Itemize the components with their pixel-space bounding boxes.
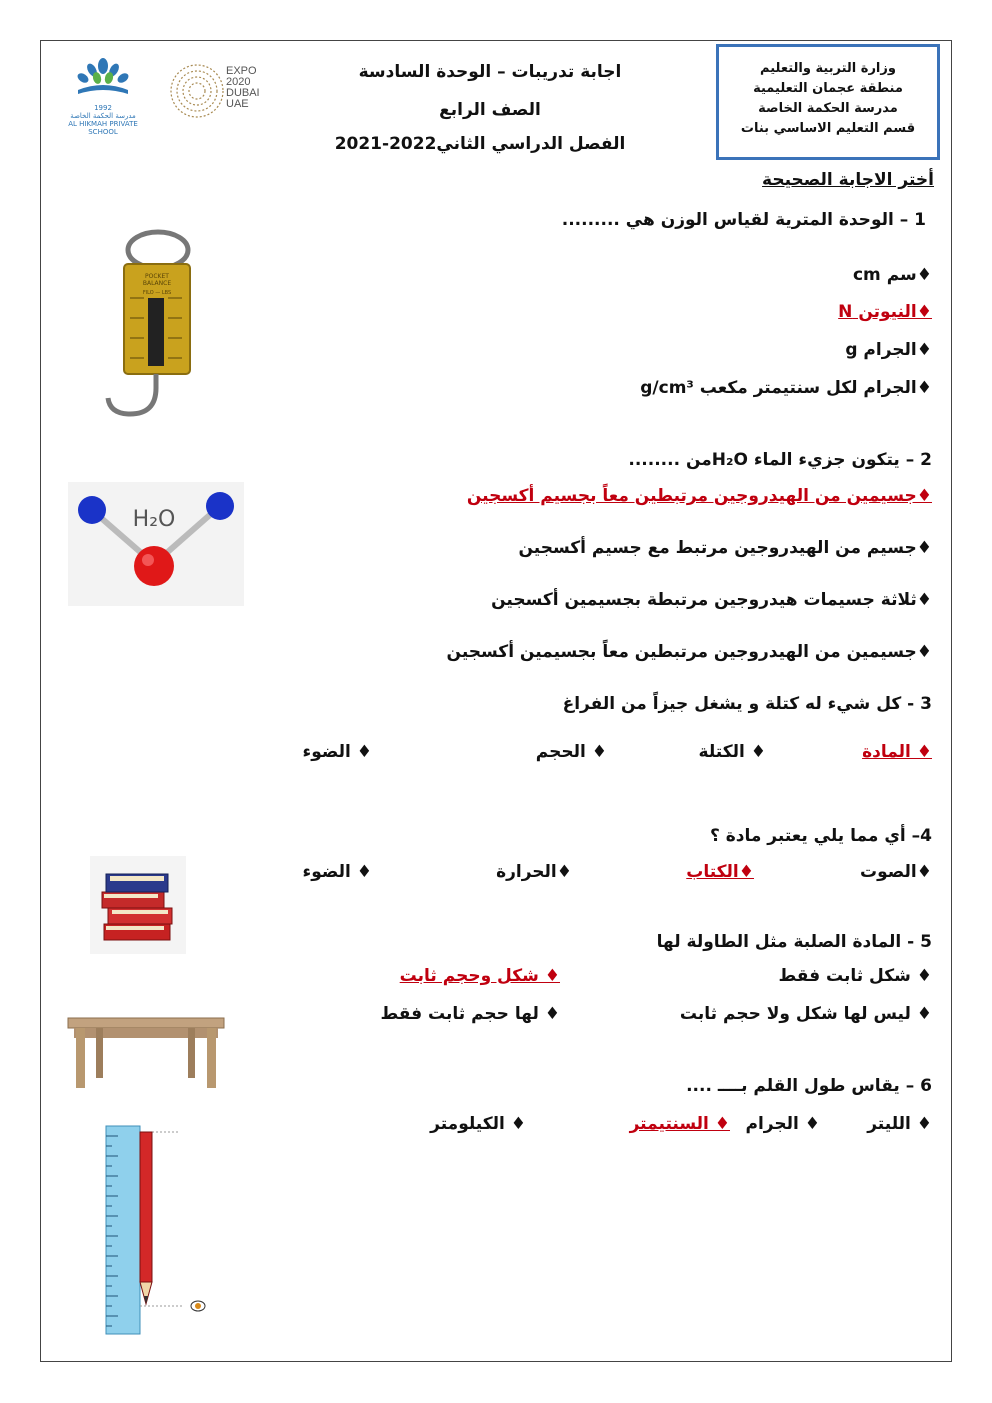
expo-2020-logo [168,62,268,122]
q6-question: 6 – يقاس طول القلم بــــ .... [686,1076,932,1096]
molecule-label: H₂O [132,507,176,532]
instruction-heading: أختر الاجابة الصحيحة [762,170,934,190]
ministry-line: منطقة عجمان التعليمية [753,81,903,96]
expo-text: EXPO [226,65,257,77]
q4-option: ♦الصوت [860,862,932,882]
q1-option: ♦الجرام لكل سنتيمتر مكعب g/cm³ [640,378,932,398]
ruler-pencil-image [104,1124,214,1338]
q4-option: ♦ الضوء [302,862,372,882]
q5-option: ♦ لها حجم ثابت فقط [380,1004,560,1024]
q1-option-correct: ♦النيوتن N [838,302,932,322]
expo-text: DUBAI [226,87,260,99]
q4-option-correct: ♦الكتاب [686,862,754,882]
grade-title: الصف الرابع [439,100,541,120]
q6-option: ♦ الكيلومتر [430,1114,526,1134]
q2-option: ♦جسيم من الهيدروجين مرتبط مع جسيم أكسجين [518,538,932,558]
q2-option-correct: ♦جسيمين من الهيدروجين مرتبطين معاً بجسيم أكسجين [466,486,932,506]
ministry-line: قسم التعليم الاساسي بنات [740,121,916,136]
school-logo [64,56,142,136]
scale-label: POCKET [145,273,169,280]
scale-label: FILO — LBS [142,290,172,296]
q3-option: ♦ الضوء [302,742,372,762]
q3-question: 3 - كل شيء له كتلة و يشغل جيزاً من الفراغ [562,694,932,714]
q5-question: 5 - المادة الصلبة مثل الطاولة لها [656,932,932,952]
school-logo-arabic: مدرسة الحكمة الخاصة [70,112,136,120]
scale-label: BALANCE [142,280,172,287]
ministry-line: مدرسة الحكمة الخاصة [758,101,898,116]
ministry-line: وزارة التربية والتعليم [760,61,896,76]
expo-emblem-icon [168,62,226,120]
q6-option-correct: ♦ السنتيمتر [629,1114,730,1134]
q6-option: ♦ الليتر [867,1114,932,1134]
spring-scale-image [100,228,200,424]
page-title: اجابة تدريبات – الوحدة السادسة [358,62,622,82]
school-emblem-icon [64,56,142,100]
q3-option-correct: ♦ المادة [862,742,932,762]
q3-option: ♦ الحجم [535,742,607,762]
q5-option-correct: ♦ شكل وحجم ثابت [399,966,560,986]
school-logo-year: 1992 [94,104,112,112]
q1-question: 1 – الوحدة المترية لقياس الوزن هي ......... [561,210,926,230]
q1-option: ♦سم cm [852,265,932,285]
q1-option: ♦الجرام g [845,340,932,360]
table-image [66,1010,226,1090]
expo-text: UAE [226,98,249,110]
water-molecule-image [68,482,244,606]
ministry-header-box [716,44,940,160]
expo-text: 2020 [226,76,251,88]
q6-option: ♦ الجرام [745,1114,820,1134]
q2-option: ♦ثلاثة جسيمات هيدروجين مرتبطة بجسيمين أكسجين [491,590,932,610]
q5-option: ♦ ليس لها شكل ولا حجم ثابت [679,1004,932,1024]
semester-title: الفصل الدراسي الثاني2022-2021 [334,134,626,154]
q4-option: ♦الحرارة [496,862,572,882]
q3-option: ♦ الكتلة [698,742,766,762]
school-logo-english: AL HIKMAH PRIVATE SCHOOL [68,120,138,136]
q2-option: ♦جسيمين من الهيدروجين مرتبطين معاً بجسيمين أكسجين [446,642,932,662]
books-image [90,856,186,954]
q4-question: 4– أي مما يلي يعتبر مادة ؟ [709,826,932,846]
q2-question: 2 – يتكون جزيء الماء H₂Oمن ........ [628,450,932,470]
q5-option: ♦ شكل ثابت فقط [778,966,932,986]
